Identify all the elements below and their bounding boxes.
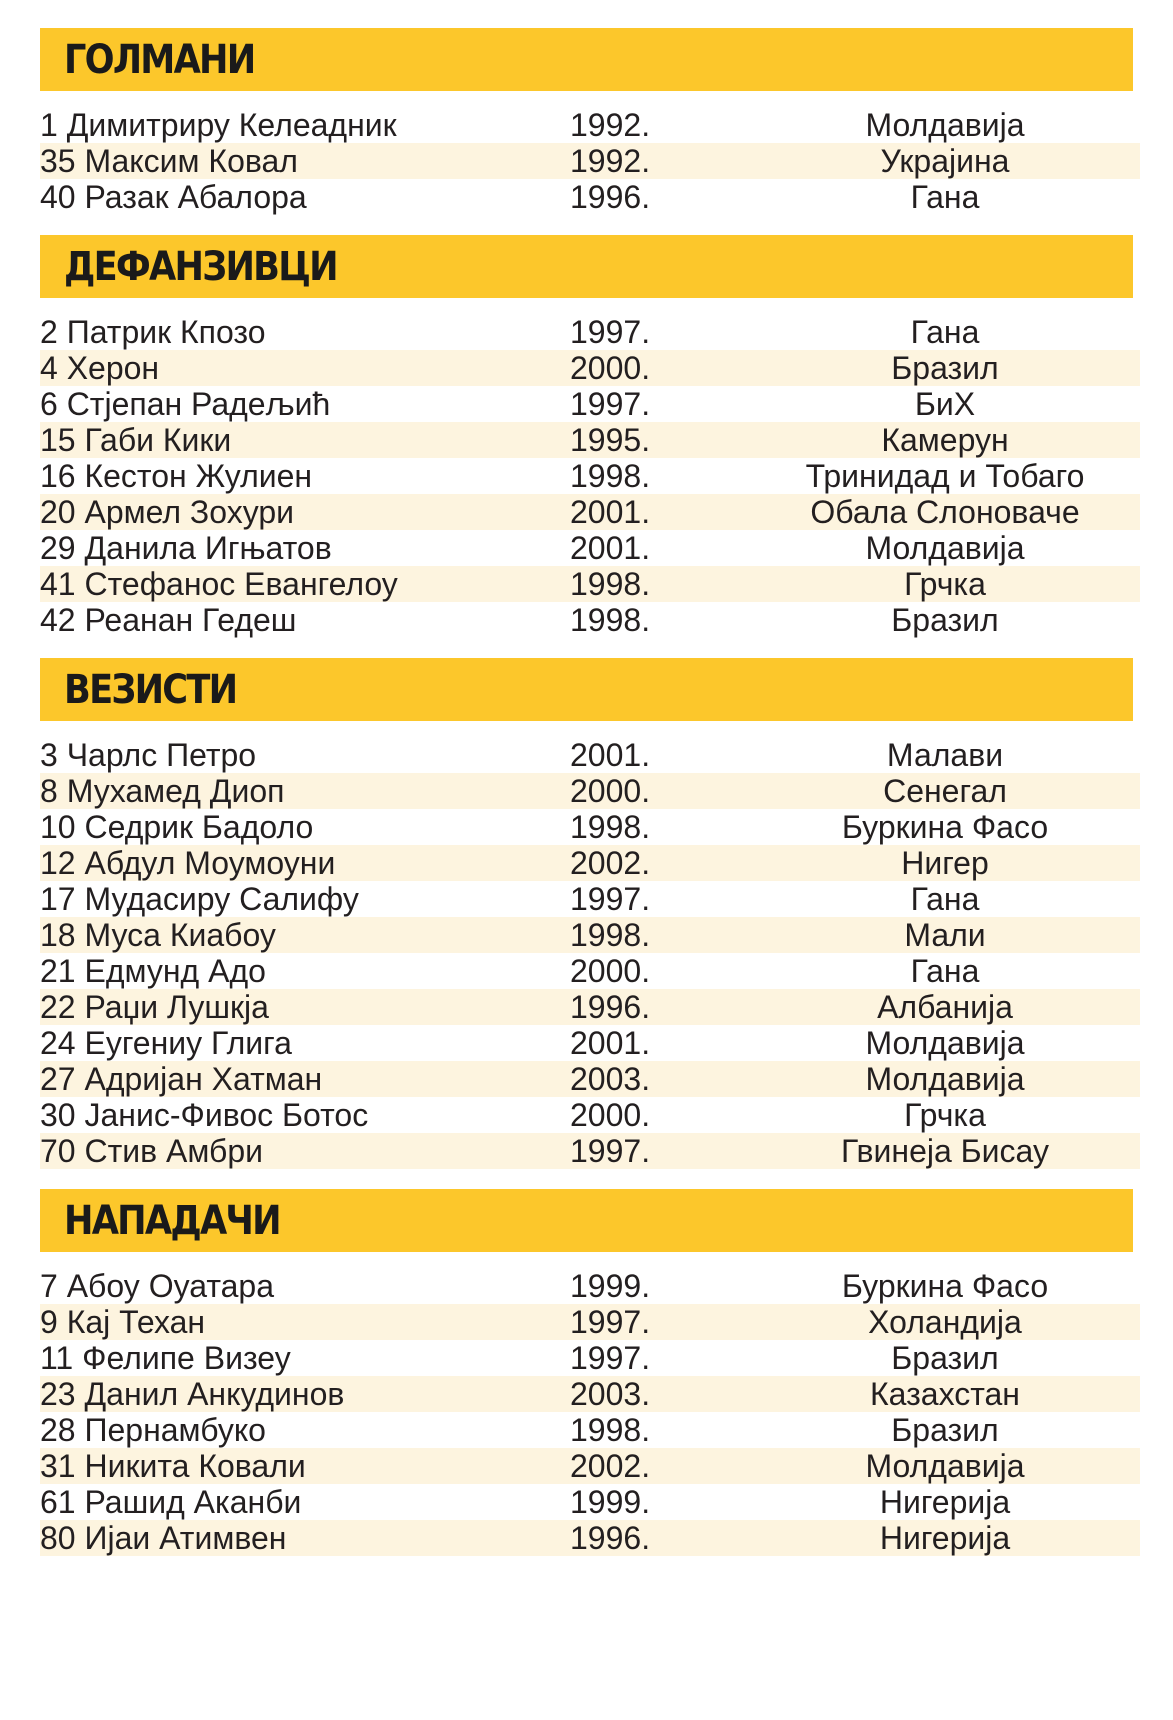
birth-year: 1998.	[570, 916, 651, 953]
player-name: 35 Максим Ковал	[40, 142, 298, 179]
birth-year: 1997.	[570, 880, 651, 917]
player-row	[40, 1025, 1140, 1061]
player-row	[40, 350, 1140, 386]
player-name: 30 Јанис-Фивос Ботос	[40, 1096, 369, 1133]
player-name: 31 Никита Ковали	[40, 1447, 306, 1484]
player-name: 21 Едмунд Адо	[40, 952, 266, 989]
player-name: 18 Муса Киабоу	[40, 916, 276, 953]
player-country: Обала Слоноваче	[810, 493, 1080, 530]
birth-year: 1997.	[570, 313, 651, 350]
player-country: Буркина Фасо	[841, 808, 1049, 845]
birth-year: 1995.	[570, 421, 651, 458]
birth-year: 2000.	[570, 772, 651, 809]
birth-year: 1998.	[570, 601, 651, 638]
birth-year: 2003.	[570, 1060, 651, 1097]
player-row	[40, 314, 1140, 350]
birth-year: 2001.	[570, 529, 651, 566]
player-name: 11 Фелипе Визеу	[40, 1339, 291, 1376]
birth-year: 1998.	[570, 1411, 651, 1448]
player-country: Гвинеја Бисау	[841, 1132, 1049, 1169]
player-row	[40, 917, 1140, 953]
birth-year: 1998.	[570, 565, 651, 602]
player-country: Казахстан	[870, 1375, 1020, 1412]
player-country: Грчка	[904, 1096, 986, 1133]
player-country: Гана	[910, 178, 980, 215]
player-name: 3 Чарлс Петро	[40, 736, 257, 773]
player-row	[40, 737, 1140, 773]
section-title: ГОЛМАНИ	[64, 36, 255, 83]
player-country: Албанија	[877, 988, 1013, 1025]
player-name: 7 Абоу Оуатара	[40, 1267, 274, 1304]
player-name: 20 Армел Зохури	[40, 493, 294, 530]
player-row	[40, 989, 1140, 1025]
birth-year: 1992.	[570, 142, 651, 179]
player-row	[40, 1133, 1140, 1169]
player-country: Гана	[910, 880, 980, 917]
player-name: 15 Габи Кики	[40, 421, 232, 458]
player-name: 10 Седрик Бадоло	[40, 808, 314, 845]
player-country: Молдавија	[865, 1060, 1025, 1097]
player-row	[40, 1304, 1140, 1340]
player-country: Сенегал	[883, 772, 1007, 809]
birth-year: 1999.	[570, 1267, 651, 1304]
birth-year: 2000.	[570, 1096, 651, 1133]
player-country: Бразил	[891, 349, 999, 386]
player-country: Бразил	[891, 601, 999, 638]
player-name: 61 Рашид Аканби	[40, 1483, 302, 1520]
birth-year: 2002.	[570, 1447, 651, 1484]
player-row	[40, 1268, 1140, 1304]
player-row	[40, 143, 1140, 179]
player-country: Гана	[910, 313, 980, 350]
section-header	[40, 235, 1133, 298]
player-country: Молдавија	[865, 1024, 1025, 1061]
player-country: Мали	[904, 916, 986, 953]
player-name: 6 Стјепан Радељић	[40, 385, 331, 422]
birth-year: 1997.	[570, 1132, 651, 1169]
player-row	[40, 1448, 1140, 1484]
player-name: 80 Ијаи Атимвен	[40, 1519, 287, 1556]
birth-year: 1998.	[570, 457, 651, 494]
player-name: 22 Раџи Лушкја	[40, 988, 269, 1025]
player-row	[40, 530, 1140, 566]
birth-year: 1997.	[570, 1339, 651, 1376]
player-list	[40, 737, 1140, 1169]
birth-year: 2002.	[570, 844, 651, 881]
player-name: 4 Херон	[40, 349, 160, 386]
player-row	[40, 1097, 1140, 1133]
player-country: Молдавија	[865, 1447, 1025, 1484]
birth-year: 1997.	[570, 1303, 651, 1340]
player-name: 42 Реанан Гедеш	[40, 601, 297, 638]
player-country: Молдавија	[865, 529, 1025, 566]
birth-year: 1992.	[570, 106, 651, 143]
birth-year: 1996.	[570, 178, 651, 215]
birth-year: 2003.	[570, 1375, 651, 1412]
player-name: 2 Патрик Кпозо	[40, 313, 266, 350]
player-row	[40, 179, 1140, 215]
player-country: Камерун	[881, 421, 1009, 458]
player-name: 8 Мухамед Диоп	[40, 772, 285, 809]
birth-year: 2001.	[570, 1024, 651, 1061]
player-country: Гана	[910, 952, 980, 989]
player-row	[40, 1340, 1140, 1376]
player-country: Нигер	[901, 844, 989, 881]
birth-year: 2001.	[570, 493, 651, 530]
player-country: БиХ	[914, 385, 976, 422]
player-row	[40, 881, 1140, 917]
player-row	[40, 1061, 1140, 1097]
birth-year: 1999.	[570, 1483, 651, 1520]
player-name: 24 Еугениу Глига	[40, 1024, 292, 1061]
player-country: Украјина	[880, 142, 1010, 179]
section-title: НАПАДАЧИ	[64, 1197, 280, 1244]
player-name: 41 Стефанос Евангелоу	[40, 565, 398, 602]
player-row	[40, 845, 1140, 881]
player-country: Бразил	[891, 1339, 999, 1376]
player-row	[40, 1376, 1140, 1412]
player-name: 40 Разак Абалора	[40, 178, 307, 215]
birth-year: 2001.	[570, 736, 651, 773]
player-row	[40, 773, 1140, 809]
player-country: Холандија	[868, 1303, 1022, 1340]
player-list	[40, 107, 1140, 215]
player-country: Молдавија	[865, 106, 1025, 143]
player-name: 12 Абдул Моумоуни	[40, 844, 336, 881]
player-country: Буркина Фасо	[841, 1267, 1049, 1304]
section-header	[40, 1189, 1133, 1252]
player-name: 9 Кај Техан	[40, 1303, 206, 1340]
player-name: 27 Адријан Хатман	[40, 1060, 323, 1097]
player-row	[40, 953, 1140, 989]
player-name: 17 Мудасиру Салифу	[40, 880, 359, 917]
player-row	[40, 1412, 1140, 1448]
section-title: ВЕЗИСТИ	[64, 666, 237, 713]
player-name: 28 Пернамбуко	[40, 1411, 266, 1448]
player-row	[40, 809, 1140, 845]
player-row	[40, 386, 1140, 422]
player-country: Бразил	[891, 1411, 999, 1448]
section-title: ДЕФАНЗИВЦИ	[64, 243, 337, 290]
birth-year: 2000.	[570, 952, 651, 989]
section-header	[40, 28, 1133, 91]
birth-year: 1996.	[570, 988, 651, 1025]
player-name: 70 Стив Амбри	[40, 1132, 263, 1169]
player-country: Нигерија	[879, 1483, 1011, 1520]
birth-year: 1996.	[570, 1519, 651, 1556]
player-name: 16 Кестон Жулиен	[40, 457, 313, 494]
birth-year: 1998.	[570, 808, 651, 845]
birth-year: 2000.	[570, 349, 651, 386]
birth-year: 1997.	[570, 385, 651, 422]
player-row	[40, 566, 1140, 602]
player-row	[40, 422, 1140, 458]
player-row	[40, 1484, 1140, 1520]
player-country: Тринидад и Тобаго	[805, 457, 1085, 494]
player-name: 23 Данил Анкудинов	[40, 1375, 345, 1412]
player-country: Нигерија	[879, 1519, 1011, 1556]
player-row	[40, 602, 1140, 638]
player-list	[40, 314, 1140, 638]
player-row	[40, 1520, 1140, 1556]
player-list	[40, 1268, 1140, 1556]
player-country: Малави	[886, 736, 1004, 773]
roster-table	[40, 28, 1140, 1576]
player-name: 1 Димитриру Келеадник	[40, 106, 397, 143]
player-row	[40, 107, 1140, 143]
section-header	[40, 658, 1133, 721]
player-row	[40, 494, 1140, 530]
player-row	[40, 458, 1140, 494]
player-name: 29 Данила Игњатов	[40, 529, 332, 566]
player-country: Грчка	[904, 565, 986, 602]
